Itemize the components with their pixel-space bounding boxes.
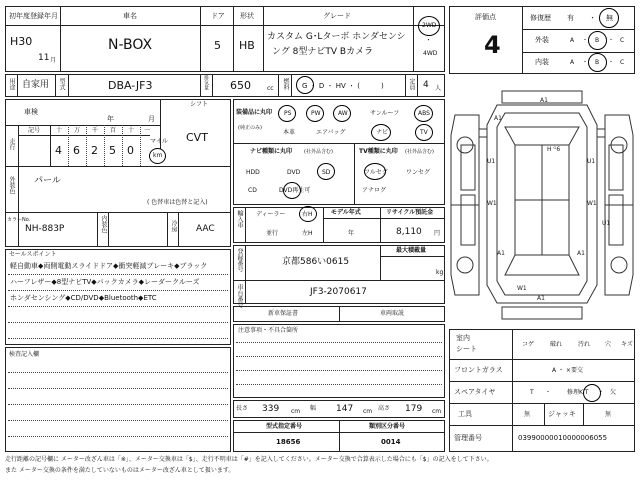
height-label: 高さ (378, 405, 391, 412)
spare-kit: 修理KIT (567, 389, 589, 396)
equip-navi: ナビ (376, 129, 389, 136)
windshield-value: A ・ ×要交 (552, 367, 583, 374)
tv-analog: アナログ (362, 187, 387, 194)
navi-dvd-play: DVD再生可 (279, 187, 311, 194)
mileage-digit-3: 2 (91, 144, 98, 157)
sales-points-label: セールスポイント (9, 251, 57, 258)
seat-kizu: キズ (621, 341, 633, 348)
notes-block (233, 324, 445, 398)
first-reg-label: 初年度登録年月 (9, 12, 58, 20)
int-grade-b: B (595, 59, 600, 66)
capacity-value: 4 (423, 80, 429, 90)
equip-airbag: エアバッグ (316, 129, 346, 136)
shaken-month: 月 (148, 115, 155, 123)
jack-value: 無 (605, 411, 612, 418)
capacity-unit: 人 (435, 85, 442, 92)
sales-line-2: ハーフレザー◆8型ナビTV◆バックカメラ◆レーダークルーズ (10, 278, 200, 286)
int-grade-c: C (620, 59, 625, 66)
spare-dot1: ・ (545, 389, 552, 396)
jack-label: ジャッキ (548, 410, 576, 418)
car-damage-diagram (447, 85, 637, 325)
doors-label: ドア (211, 12, 225, 20)
fuel-label: 燃料 (282, 78, 289, 90)
score-value: 4 (484, 31, 501, 59)
mileage-unit-km: km (153, 152, 163, 159)
chassis-value: JF3-2070617 (310, 287, 367, 297)
int-grade-b-circle (588, 53, 607, 72)
shift-value: CVT (186, 131, 208, 144)
equip-leather: 本革 (283, 129, 296, 136)
max-load-unit: kg (436, 269, 444, 276)
mileage-digit-1: 4 (55, 144, 62, 157)
chassis-label: 車台番号 (236, 284, 243, 308)
mileage-header-1k: 千 (92, 127, 99, 134)
seat-koge: コゲ (522, 341, 535, 348)
seat-ana: 穴 (605, 341, 612, 348)
ext-grade-dot2: ・ (608, 37, 615, 44)
seat-yabure: 破れ (550, 341, 563, 348)
equip-aw: AW (338, 110, 348, 117)
interior-color-label: 内装色 (100, 215, 107, 233)
mgmt-label: 管理番号 (454, 434, 482, 442)
inspector-label: 検査記入欄 (9, 351, 40, 358)
diag-label-a1-tl: A1 (494, 115, 502, 122)
mileage-header-10: 十 (128, 127, 135, 134)
displacement-value: 650 (230, 79, 251, 92)
height-unit: cm (432, 408, 442, 415)
diag-label-roof: H ᴳ6 (547, 146, 561, 153)
spare-kit-circle (583, 384, 601, 402)
width-value: 147 (336, 404, 354, 414)
ps-circle (278, 105, 296, 122)
aw-circle (333, 105, 351, 122)
type-designation-value: 18656 (276, 438, 301, 446)
model-label: 型式 (58, 78, 65, 90)
equip-tv: TV (420, 129, 428, 136)
manual-label: 車両取説 (380, 310, 405, 317)
tv-oneseg: ワンセグ (406, 169, 431, 176)
color-change-note: ( 色替車は色替と記入) (147, 199, 208, 206)
length-unit: cm (291, 408, 301, 415)
mileage-header-10k: 万 (74, 127, 81, 134)
first-reg-year: H30 (10, 35, 33, 48)
tools-value: 無 (524, 411, 531, 418)
equip-ps: PS (284, 110, 292, 117)
length-value: 339 (262, 404, 280, 414)
int-grade-a: A (570, 59, 575, 66)
navi-hdd: HDD (246, 169, 260, 176)
int-grade-dot2: ・ (608, 59, 615, 66)
diag-label-u1-left: U1 (487, 158, 496, 165)
mileage-label: 走行 (8, 138, 15, 150)
import-left-hand: 左H (302, 230, 313, 237)
width-unit: cm (363, 408, 373, 415)
ext-grade-dot1: ・ (582, 37, 589, 44)
diag-label-w1-left: W1 (487, 200, 497, 207)
equip-abs: ABS (418, 110, 430, 117)
color-no-value: NH-883P (25, 224, 65, 234)
model-year-label: モデル年式 (331, 209, 361, 216)
mileage-header-100: 百 (110, 127, 117, 134)
int-grade-dot1: ・ (582, 59, 589, 66)
equipment-subtitle: (純正のみ) (238, 125, 262, 131)
body-type-value: HB (239, 39, 255, 52)
sd-circle (317, 163, 335, 180)
drive-4wd: 4WD (423, 50, 438, 57)
ac-value: AAC (196, 224, 215, 234)
displacement-unit: cc (267, 85, 274, 92)
spare-t: T (530, 389, 534, 396)
car-name-label: 車名 (123, 12, 137, 20)
equip-sunroof: サンルーフ (370, 110, 400, 117)
fullseg-circle (364, 163, 386, 180)
dvd-play-circle (283, 182, 301, 199)
import-parallel: 並行 (266, 230, 279, 237)
width-label: 幅 (310, 405, 317, 412)
import-label: 輸入車 (236, 210, 243, 228)
category-value: 0014 (381, 438, 401, 446)
spare-label: スペアタイヤ (454, 388, 496, 396)
repair-yes: 有 (567, 14, 574, 22)
drive-dot: ・ (425, 36, 432, 44)
exterior-color-label: 外装色 (8, 176, 15, 194)
diag-label-a1-bl: A1 (497, 250, 505, 257)
seat-yogore: 汚れ (578, 341, 591, 348)
navi-sd: SD (322, 169, 331, 176)
shaken-year: 年 (107, 115, 114, 123)
windshield-label: フロントガラス (454, 366, 503, 374)
tv-fullseg: フルセグ (364, 169, 388, 176)
ext-grade-a: A (570, 37, 575, 44)
diag-label-a1-br: A1 (577, 250, 585, 257)
mileage-digit-4: 5 (109, 144, 116, 157)
new-warranty-label: 新車保証書 (268, 310, 299, 317)
sales-line-1: 軽自動車◆両側電動スライドドア◆衝突軽減ブレーキ◆ブラック (10, 262, 208, 270)
equipment-title: 装備品に丸印 (236, 109, 273, 116)
exterior-grade-label: 外装 (535, 36, 549, 44)
navi-dvd: DVD (287, 169, 301, 176)
grade-line-1: カスタム G･Lターボ ホンダセンシ (267, 32, 406, 42)
recycle-value: 8,110 (396, 227, 422, 237)
shift-label: シフト (190, 101, 209, 108)
navi-circle (371, 124, 391, 141)
ext-grade-b: B (595, 37, 600, 44)
tv-type-title: TV種類に丸印 (359, 148, 398, 155)
sales-line-3: ホンダセンシング◆CD/DVD◆Bluetooth◆ETC (10, 294, 157, 302)
recycle-unit: 円 (434, 230, 441, 237)
spare-dot2: ・ (598, 389, 605, 396)
plate-value: 京都586い0615 (282, 257, 350, 267)
shaken-label: 車検 (24, 108, 38, 116)
navi-type-sub: (社外品含む) (304, 149, 333, 155)
grade-line-2: ング 8型ナビTV Bカメラ (272, 47, 374, 57)
diag-label-u1-br: U1 (602, 220, 611, 227)
import-dealer: ディーラー (256, 211, 286, 218)
diag-label-w1-right: W1 (587, 200, 597, 207)
diag-label-a1-bottom: A1 (537, 295, 545, 302)
mgmt-value: 03990000010000006055 (518, 434, 608, 442)
tv-circle (415, 124, 433, 141)
type-designation-label: 型式指定番号 (266, 423, 303, 430)
pw-circle (306, 105, 324, 122)
height-value: 179 (405, 404, 423, 414)
interior-grade-label: 内装 (535, 58, 549, 66)
car-name: N-BOX (108, 37, 153, 53)
mileage-digit-5: 0 (127, 144, 134, 157)
spare-ketsu: 欠 (610, 389, 617, 396)
usage-value: 自家用 (22, 80, 50, 90)
displacement-label: 排気量 (203, 75, 209, 90)
model-year-value: 年 (348, 230, 355, 237)
repair-no: 無 (606, 14, 613, 22)
repair-label: 修復歴 (530, 14, 551, 22)
model-value: DBA-JF3 (108, 79, 153, 92)
footer-note-2: また メーター交換の条件を満たしていないものはメーター改ざん車として扱います。 (5, 467, 235, 474)
color-no-label: カラーNo. (7, 217, 31, 223)
seat-label-2: シート (456, 345, 477, 353)
navi-type-title: ナビ種類に丸印 (250, 148, 293, 155)
mileage-header-1: 一 (144, 127, 151, 134)
mileage-unit-mile: マイル (150, 138, 168, 145)
doors-value: 5 (214, 39, 221, 52)
first-reg-month: 11 (38, 53, 50, 63)
grade-label: グレード (323, 12, 351, 20)
ext-grade-b-circle (588, 31, 607, 50)
score-label: 評価点 (475, 13, 496, 21)
ac-label: 冷房 (170, 220, 177, 232)
mileage-header-100k: 十 (56, 127, 63, 134)
footer-note-1: 走行距離の記号欄に メーター改ざん車は「※」、メーター交換車は「$」、走行不明車は「#」を記入してください。メーター交換で合算表示した場合にも「$」の記入をして下さい。 (5, 456, 493, 463)
repair-no-circle (599, 8, 619, 28)
km-circle (149, 148, 166, 164)
notes-label: 注意事項・不具合箇所 (238, 327, 299, 334)
body-type-label: 形状 (240, 12, 254, 20)
fuel-options: G ・ D ・ HV ・ ( ) (302, 82, 384, 90)
diag-label-u1-right: U1 (587, 158, 596, 165)
fuel-g-circle (296, 76, 314, 94)
repair-dot: ・ (589, 14, 596, 22)
tv-type-sub: (社外品含む) (405, 149, 434, 155)
recycle-label: リサイクル預託金 (386, 209, 434, 216)
usage-label: 用途 (8, 78, 15, 90)
seat-label-1: 室内 (456, 334, 470, 342)
first-reg-month-unit: 月 (50, 57, 57, 64)
diag-label-w1-bl: W1 (517, 285, 527, 292)
mileage-digit-2: 6 (73, 144, 80, 157)
capacity-label: 定員 (408, 78, 415, 90)
right-hand-circle (299, 206, 317, 222)
diag-label-a1-top: A1 (540, 97, 548, 104)
ext-grade-c: C (620, 37, 625, 44)
length-label: 長さ (236, 405, 249, 412)
tools-label: 工具 (458, 410, 472, 418)
abs-circle (414, 105, 433, 122)
drive-2wd-circle (418, 16, 440, 36)
navi-cd: CD (248, 187, 257, 194)
max-load-label: 最大積載量 (396, 247, 427, 254)
category-label: 類別区分番号 (369, 423, 406, 430)
mileage-header-sign: 記号 (28, 127, 41, 134)
exterior-color-value: パール (34, 176, 61, 186)
import-right-hand: 右H (302, 211, 313, 218)
drive-2wd: 2WD (422, 22, 437, 29)
equip-pw: PW (311, 110, 321, 117)
plate-label: 登録番号 (236, 248, 243, 272)
